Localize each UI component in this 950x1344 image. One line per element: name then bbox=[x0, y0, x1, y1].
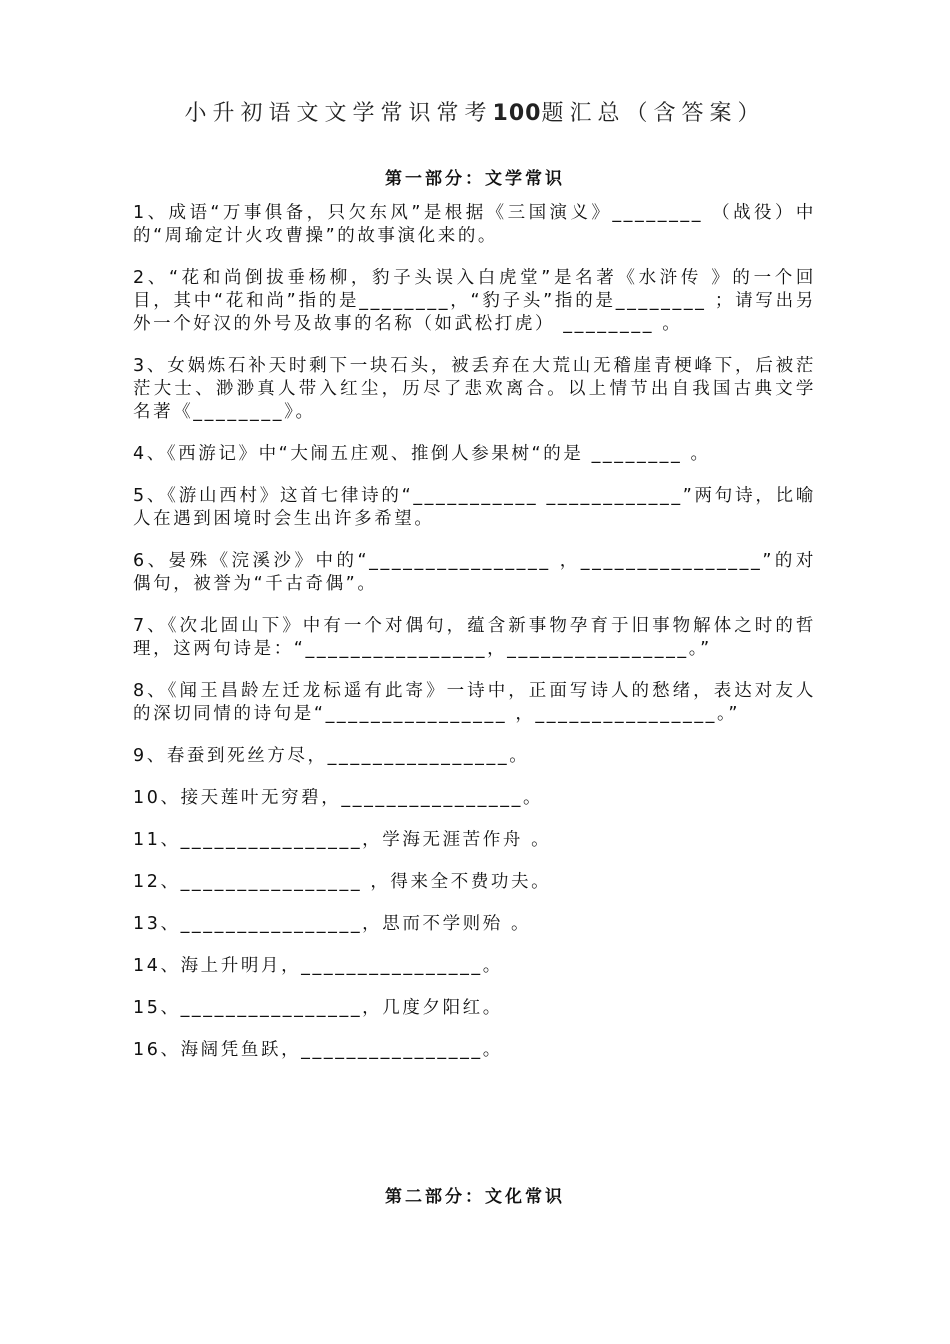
question-item: 7、《次北固山下》中有一个对偶句，蕴含新事物孕育于旧事物解体之时的哲理，这两句诗是：“________________，________________。” bbox=[133, 616, 816, 659]
question-item: 16、海阔凭鱼跃，________________。 bbox=[133, 1040, 503, 1060]
title-number: 100 bbox=[492, 101, 542, 126]
question-item: 4、《西游记》中“大闹五庄观、推倒人参果树“的是 ________ 。 bbox=[133, 444, 711, 464]
page-title bbox=[0, 96, 950, 127]
title-suffix: 题汇总（含答案） bbox=[541, 101, 766, 126]
question-list bbox=[133, 202, 816, 1081]
question-item: 3、女娲炼石补天时剩下一块石头，被丢弃在大荒山无稽崖青梗峰下，后被茫茫大士、渺渺真人带入红尘，历尽了悲欢离合。以上情节出自我国古典文学名著《________》。 bbox=[133, 356, 816, 422]
question-item: 12、________________ ，得来全不费功夫。 bbox=[133, 872, 552, 892]
section-heading-culture: 第二部分：文化常识 bbox=[385, 1187, 565, 1207]
question-item: 13、________________，思而不学则殆 。 bbox=[133, 914, 532, 934]
question-item: 6、晏殊《浣溪沙》中的“________________ ，________________”的对偶句，被誉为“千古奇偶”。 bbox=[133, 551, 816, 594]
question-item: 14、海上升明月，________________。 bbox=[133, 956, 503, 976]
title-prefix: 小升初语文文学常识常考 bbox=[184, 101, 493, 126]
section-heading-literature: 第一部分：文学常识 bbox=[385, 169, 565, 189]
question-item: 9、春蚕到死丝方尽，________________。 bbox=[133, 746, 530, 766]
question-item: 11、________________，学海无涯苦作舟 。 bbox=[133, 830, 552, 850]
question-item: 1、成语“万事俱备，只欠东风”是根据《三国演义》________ （战役）中的“周瑜定计火攻曹操”的故事演化来的。 bbox=[133, 203, 816, 246]
question-item: 2、“花和尚倒拔垂杨柳，豹子头误入白虎堂”是名著《水浒传 》的一个回目，其中“花和尚”指的是________，“豹子头”指的是________ ；请写出另外一个好汉的外号及故事的名称（如武松打虎） ________ 。 bbox=[133, 268, 816, 334]
question-item: 5、《游山西村》这首七律诗的“___________ ____________”两句诗，比喻人在遇到困境时会生出许多希望。 bbox=[133, 486, 816, 529]
question-item: 15、________________，几度夕阳红。 bbox=[133, 998, 503, 1018]
question-item: 8、《闻王昌龄左迁龙标遥有此寄》一诗中，正面写诗人的愁绪，表达对友人的深切同情的诗句是“________________ ，________________。” bbox=[133, 681, 816, 724]
question-item: 10、接天莲叶无穷碧，________________。 bbox=[133, 788, 544, 808]
